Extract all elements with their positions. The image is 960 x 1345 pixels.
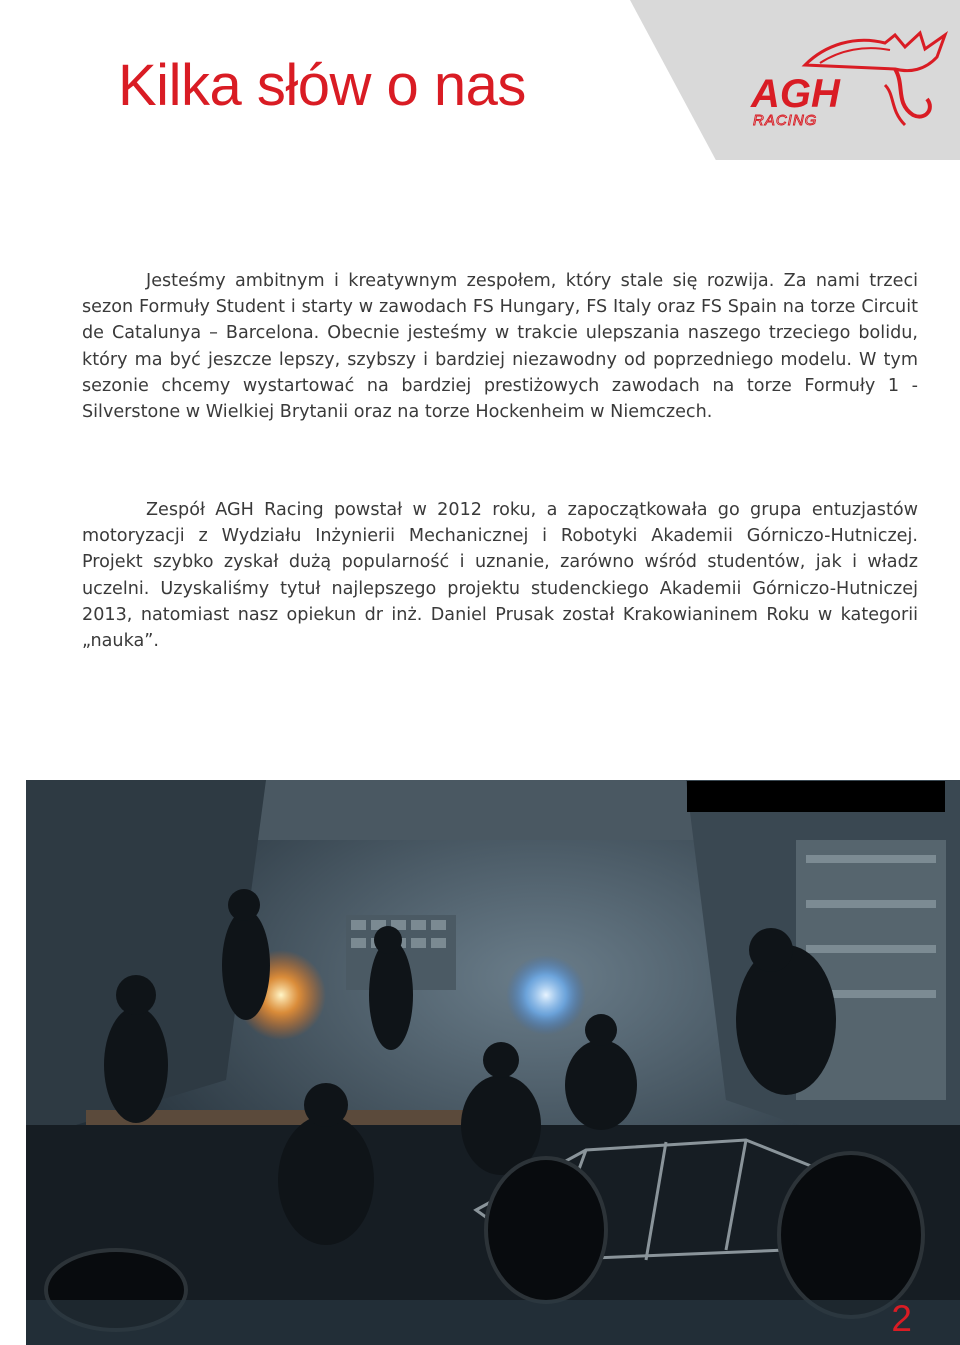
photo-illustration [26, 780, 960, 1345]
page-title: Kilka słów o nas [118, 53, 526, 118]
dragon-icon [745, 25, 950, 135]
paragraph-1: Jesteśmy ambitnym i kreatywnym zespołem, który stale się rozwija. Za nami trzeci sezon Formuły Student i starty w zawodach FS Hungary, FS Italy oraz FS Spain na torze Circuit de Catalunya – Barcelona. Obecnie jesteśmy w trakcie ulepszania naszego trzeciego bolidu, który ma być jeszcze lepszy, szybszy i bardziej niezawodny od poprzedniego modelu. W tym sezonie chcemy wystartować na bardziej prestiżowych zawodach na torze Formuły 1 - Silverstone w Wielkiej Brytanii oraz na torze Hockenheim w Niemczech. [82, 271, 918, 423]
paragraph-2: Zespół AGH Racing powstał w 2012 roku, a zapoczątkowała go grupa entuzjastów motoryzacji z Wydziału Inżynierii Mechanicznej i Robotyki Akademii Górniczo-Hutniczej. Projekt szybko zyskał dużą popularność i uznanie, zarówno wśród studentów, jak i władz uczelni. Uzyskaliśmy tytuł najlepszego projektu studenckiego Akademii Górniczo-Hutniczej 2013, natomiast nasz opiekun dr inż. Daniel Prusak został Krakowianinem Roku w kategorii „nauka”. [82, 500, 918, 652]
agh-racing-logo [745, 25, 950, 135]
page-number: 2 [891, 1298, 912, 1339]
photo-caption-bar [687, 781, 945, 812]
logo-subtitle: RACING [753, 112, 818, 129]
team-workshop-photo [26, 780, 960, 1345]
history-paragraph-container [82, 497, 918, 654]
intro-paragraph-container [82, 268, 918, 425]
logo-wordmark: AGH [751, 72, 840, 116]
